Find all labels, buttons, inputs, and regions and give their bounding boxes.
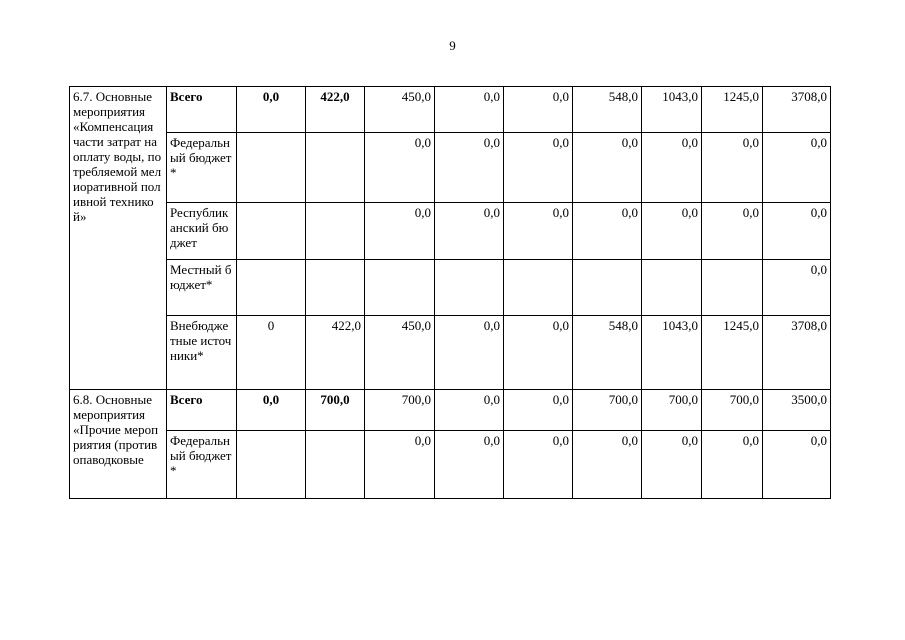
value-cell: 0,0 — [504, 203, 573, 260]
value-cell: 0,0 — [504, 390, 573, 431]
value-cell: 0,0 — [435, 133, 504, 203]
value-cell: 0,0 — [702, 133, 763, 203]
value-cell: 0,0 — [702, 431, 763, 499]
value-cell: 1043,0 — [642, 87, 702, 133]
value-cell — [702, 260, 763, 316]
budget-table — [69, 86, 831, 499]
funding-source: Федеральный бюджет* — [167, 133, 237, 203]
value-cell: 0,0 — [365, 431, 435, 499]
funding-source: Федеральный бюджет* — [167, 431, 237, 499]
page-number: 9 — [449, 38, 456, 53]
table-row — [70, 87, 831, 133]
value-cell: 0,0 — [435, 203, 504, 260]
funding-source: Республиканский бюджет — [167, 203, 237, 260]
value-cell: 0,0 — [504, 87, 573, 133]
value-cell: 700,0 — [365, 390, 435, 431]
table-row — [70, 133, 831, 203]
value-cell: 0,0 — [504, 431, 573, 499]
measure-name: 6.8. Основные мероприятия «Прочие мероприятия (противопаводковые — [70, 390, 167, 499]
value-cell: 700,0 — [642, 390, 702, 431]
value-cell: 3708,0 — [763, 87, 831, 133]
value-cell: 0,0 — [504, 316, 573, 390]
value-cell: 0,0 — [642, 133, 702, 203]
value-cell — [237, 203, 306, 260]
value-cell — [237, 260, 306, 316]
value-cell: 0,0 — [435, 87, 504, 133]
value-cell: 548,0 — [573, 87, 642, 133]
value-cell: 1245,0 — [702, 316, 763, 390]
value-cell: 0,0 — [573, 203, 642, 260]
value-cell: 700,0 — [573, 390, 642, 431]
value-cell — [306, 203, 365, 260]
value-cell — [365, 260, 435, 316]
value-cell — [306, 260, 365, 316]
value-cell: 0,0 — [504, 133, 573, 203]
value-cell: 422,0 — [306, 87, 365, 133]
value-cell — [642, 260, 702, 316]
value-cell: 422,0 — [306, 316, 365, 390]
value-cell: 0,0 — [702, 203, 763, 260]
value-cell: 0,0 — [763, 431, 831, 499]
value-cell: 0,0 — [763, 203, 831, 260]
value-cell — [306, 133, 365, 203]
value-cell: 1245,0 — [702, 87, 763, 133]
value-cell: 0,0 — [573, 431, 642, 499]
value-cell: 0,0 — [642, 203, 702, 260]
value-cell — [435, 260, 504, 316]
value-cell: 700,0 — [306, 390, 365, 431]
table-row — [70, 203, 831, 260]
value-cell — [237, 431, 306, 499]
value-cell: 700,0 — [702, 390, 763, 431]
value-cell: 0,0 — [435, 316, 504, 390]
value-cell: 0,0 — [237, 87, 306, 133]
value-cell: 0,0 — [642, 431, 702, 499]
value-cell: 0 — [237, 316, 306, 390]
table-row — [70, 260, 831, 316]
value-cell — [306, 431, 365, 499]
funding-source: Местный бюджет* — [167, 260, 237, 316]
table-row — [70, 390, 831, 431]
value-cell: 450,0 — [365, 87, 435, 133]
value-cell: 0,0 — [573, 133, 642, 203]
value-cell: 1043,0 — [642, 316, 702, 390]
table-row — [70, 431, 831, 499]
value-cell: 0,0 — [763, 260, 831, 316]
funding-source: Всего — [167, 390, 237, 431]
value-cell: 3500,0 — [763, 390, 831, 431]
measure-name: 6.7. Основные мероприятия «Компенсация части затрат на оплату воды, потребляемой мелиоративной поливной техникой» — [70, 87, 167, 390]
value-cell: 548,0 — [573, 316, 642, 390]
value-cell: 0,0 — [763, 133, 831, 203]
value-cell: 0,0 — [435, 390, 504, 431]
value-cell — [237, 133, 306, 203]
value-cell: 0,0 — [237, 390, 306, 431]
value-cell: 0,0 — [365, 203, 435, 260]
value-cell: 450,0 — [365, 316, 435, 390]
funding-source: Всего — [167, 87, 237, 133]
value-cell — [573, 260, 642, 316]
value-cell: 0,0 — [435, 431, 504, 499]
value-cell: 0,0 — [365, 133, 435, 203]
value-cell: 3708,0 — [763, 316, 831, 390]
value-cell — [504, 260, 573, 316]
table-row — [70, 316, 831, 390]
funding-source: Внебюджетные источники* — [167, 316, 237, 390]
